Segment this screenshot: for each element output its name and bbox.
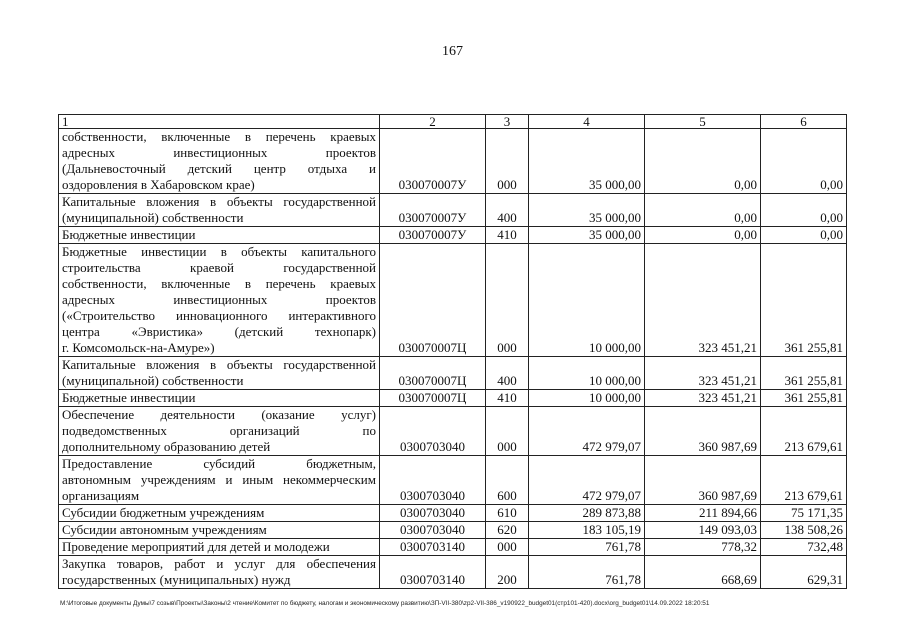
row-target-code: 0300703040 (380, 505, 486, 522)
row-expense-type: 400 (486, 357, 529, 390)
table-row (59, 129, 847, 194)
row-value-col4: 472 979,07 (529, 407, 645, 456)
row-target-code: 030070007Ц (380, 244, 486, 357)
description-line: центра «Эвристика» (детский технопарк) (62, 324, 376, 339)
row-target-code: 030070007У (380, 194, 486, 227)
row-value-col6: 361 255,81 (761, 357, 847, 390)
row-description (59, 357, 380, 390)
description-line: Предоставление субсидий бюджетным, (62, 456, 376, 471)
description-line: автономным учреждениям и иным некоммерческим (62, 472, 376, 487)
description-line: Капитальные вложения в объекты государственной (62, 194, 376, 209)
row-value-col6: 629,31 (761, 556, 847, 589)
row-value-col6: 213 679,61 (761, 407, 847, 456)
row-description (59, 522, 380, 539)
column-header-4: 4 (529, 115, 645, 129)
row-value-col6: 138 508,26 (761, 522, 847, 539)
row-value-col6: 0,00 (761, 129, 847, 194)
row-expense-type: 410 (486, 227, 529, 244)
table-row (59, 556, 847, 589)
table-header-row (59, 115, 847, 129)
row-value-col6: 361 255,81 (761, 390, 847, 407)
description-line: Бюджетные инвестиции (62, 227, 196, 242)
column-header-5: 5 (645, 115, 761, 129)
row-expense-type: 400 (486, 194, 529, 227)
table-row (59, 390, 847, 407)
row-value-col4: 10 000,00 (529, 357, 645, 390)
row-target-code: 030070007У (380, 129, 486, 194)
description-line: строительства краевой государственной (62, 260, 376, 275)
row-value-col4: 35 000,00 (529, 194, 645, 227)
row-value-col4: 472 979,07 (529, 456, 645, 505)
row-value-col4: 10 000,00 (529, 390, 645, 407)
row-description (59, 505, 380, 522)
description-line: Бюджетные инвестиции в объекты капитального (62, 244, 376, 259)
row-description (59, 556, 380, 589)
table-body (59, 129, 847, 589)
row-value-col5: 668,69 (645, 556, 761, 589)
row-description (59, 227, 380, 244)
row-expense-type: 620 (486, 522, 529, 539)
table-row (59, 505, 847, 522)
description-line: (Дальневосточный детский центр отдыха и (62, 161, 376, 176)
row-target-code: 0300703140 (380, 539, 486, 556)
row-target-code: 030070007Ц (380, 390, 486, 407)
row-value-col5: 323 451,21 (645, 390, 761, 407)
row-expense-type: 410 (486, 390, 529, 407)
description-line: («Строительство инновационного интерактивного (62, 308, 376, 323)
table-row (59, 522, 847, 539)
description-line: Закупка товаров, работ и услуг для обеспечения (62, 556, 376, 571)
table-row (59, 456, 847, 505)
row-target-code: 030070007У (380, 227, 486, 244)
row-value-col5: 360 987,69 (645, 407, 761, 456)
row-value-col5: 360 987,69 (645, 456, 761, 505)
row-value-col4: 10 000,00 (529, 244, 645, 357)
description-line: г. Комсомольск-на-Амуре») (62, 340, 215, 355)
row-target-code: 0300703140 (380, 556, 486, 589)
column-header-1: 1 (59, 115, 380, 129)
description-line: организациям (62, 488, 140, 503)
row-description (59, 244, 380, 357)
row-description (59, 539, 380, 556)
row-expense-type: 000 (486, 407, 529, 456)
row-value-col4: 289 873,88 (529, 505, 645, 522)
row-value-col6: 75 171,35 (761, 505, 847, 522)
description-line: подведомственных организаций по (62, 423, 376, 438)
row-value-col5: 149 093,03 (645, 522, 761, 539)
row-value-col6: 0,00 (761, 227, 847, 244)
description-line: (муниципальной) собственности (62, 210, 244, 225)
table-row (59, 357, 847, 390)
row-description (59, 456, 380, 505)
description-line: Проведение мероприятий для детей и молодежи (62, 539, 330, 554)
description-line: Субсидии автономным учреждениям (62, 522, 267, 537)
footer-file-path: M:\Итоговые документы Думы\7 созыв\Проекты\Законы\2 чтение\Комитет по бюджету, налогам и экономическому развитию\ЗП-VII-380\zp2-VII-386_v190922_budget01(стр101-420).docx\org_budget01\14.09.2022 18:20:51 (60, 600, 710, 607)
description-line: собственности, включенные в перечень краевых (62, 129, 376, 144)
description-line: адресных инвестиционных проектов (62, 145, 376, 160)
row-value-col6: 213 679,61 (761, 456, 847, 505)
row-value-col4: 35 000,00 (529, 227, 645, 244)
row-value-col4: 761,78 (529, 556, 645, 589)
row-target-code: 0300703040 (380, 407, 486, 456)
row-expense-type: 000 (486, 244, 529, 357)
description-line: Бюджетные инвестиции (62, 390, 196, 405)
description-line: Субсидии бюджетным учреждениям (62, 505, 265, 520)
row-value-col5: 323 451,21 (645, 357, 761, 390)
column-header-6: 6 (761, 115, 847, 129)
row-value-col4: 35 000,00 (529, 129, 645, 194)
table-row (59, 227, 847, 244)
row-expense-type: 000 (486, 539, 529, 556)
page-number: 167 (442, 44, 463, 59)
row-expense-type: 200 (486, 556, 529, 589)
row-expense-type: 600 (486, 456, 529, 505)
description-line: Капитальные вложения в объекты государственной (62, 357, 376, 372)
table-row (59, 194, 847, 227)
row-value-col5: 323 451,21 (645, 244, 761, 357)
column-header-2: 2 (380, 115, 486, 129)
budget-table (58, 114, 847, 589)
row-description (59, 129, 380, 194)
row-value-col4: 183 105,19 (529, 522, 645, 539)
row-value-col5: 0,00 (645, 129, 761, 194)
row-target-code: 0300703040 (380, 522, 486, 539)
description-line: адресных инвестиционных проектов (62, 292, 376, 307)
table-row (59, 407, 847, 456)
row-target-code: 030070007Ц (380, 357, 486, 390)
row-value-col5: 0,00 (645, 194, 761, 227)
description-line: собственности, включенные в перечень краевых (62, 276, 376, 291)
row-value-col6: 0,00 (761, 194, 847, 227)
description-line: дополнительному образованию детей (62, 439, 271, 454)
row-value-col5: 211 894,66 (645, 505, 761, 522)
description-line: оздоровления в Хабаровском крае) (62, 177, 255, 192)
description-line: (муниципальной) собственности (62, 373, 244, 388)
row-value-col4: 761,78 (529, 539, 645, 556)
row-value-col6: 361 255,81 (761, 244, 847, 357)
row-value-col5: 0,00 (645, 227, 761, 244)
row-value-col6: 732,48 (761, 539, 847, 556)
row-description (59, 407, 380, 456)
row-description (59, 390, 380, 407)
row-expense-type: 000 (486, 129, 529, 194)
row-target-code: 0300703040 (380, 456, 486, 505)
row-description (59, 194, 380, 227)
table-row (59, 244, 847, 357)
description-line: государственных (муниципальных) нужд (62, 572, 291, 587)
table-row (59, 539, 847, 556)
description-line: Обеспечение деятельности (оказание услуг) (62, 407, 376, 422)
row-value-col5: 778,32 (645, 539, 761, 556)
column-header-3: 3 (486, 115, 529, 129)
row-expense-type: 610 (486, 505, 529, 522)
